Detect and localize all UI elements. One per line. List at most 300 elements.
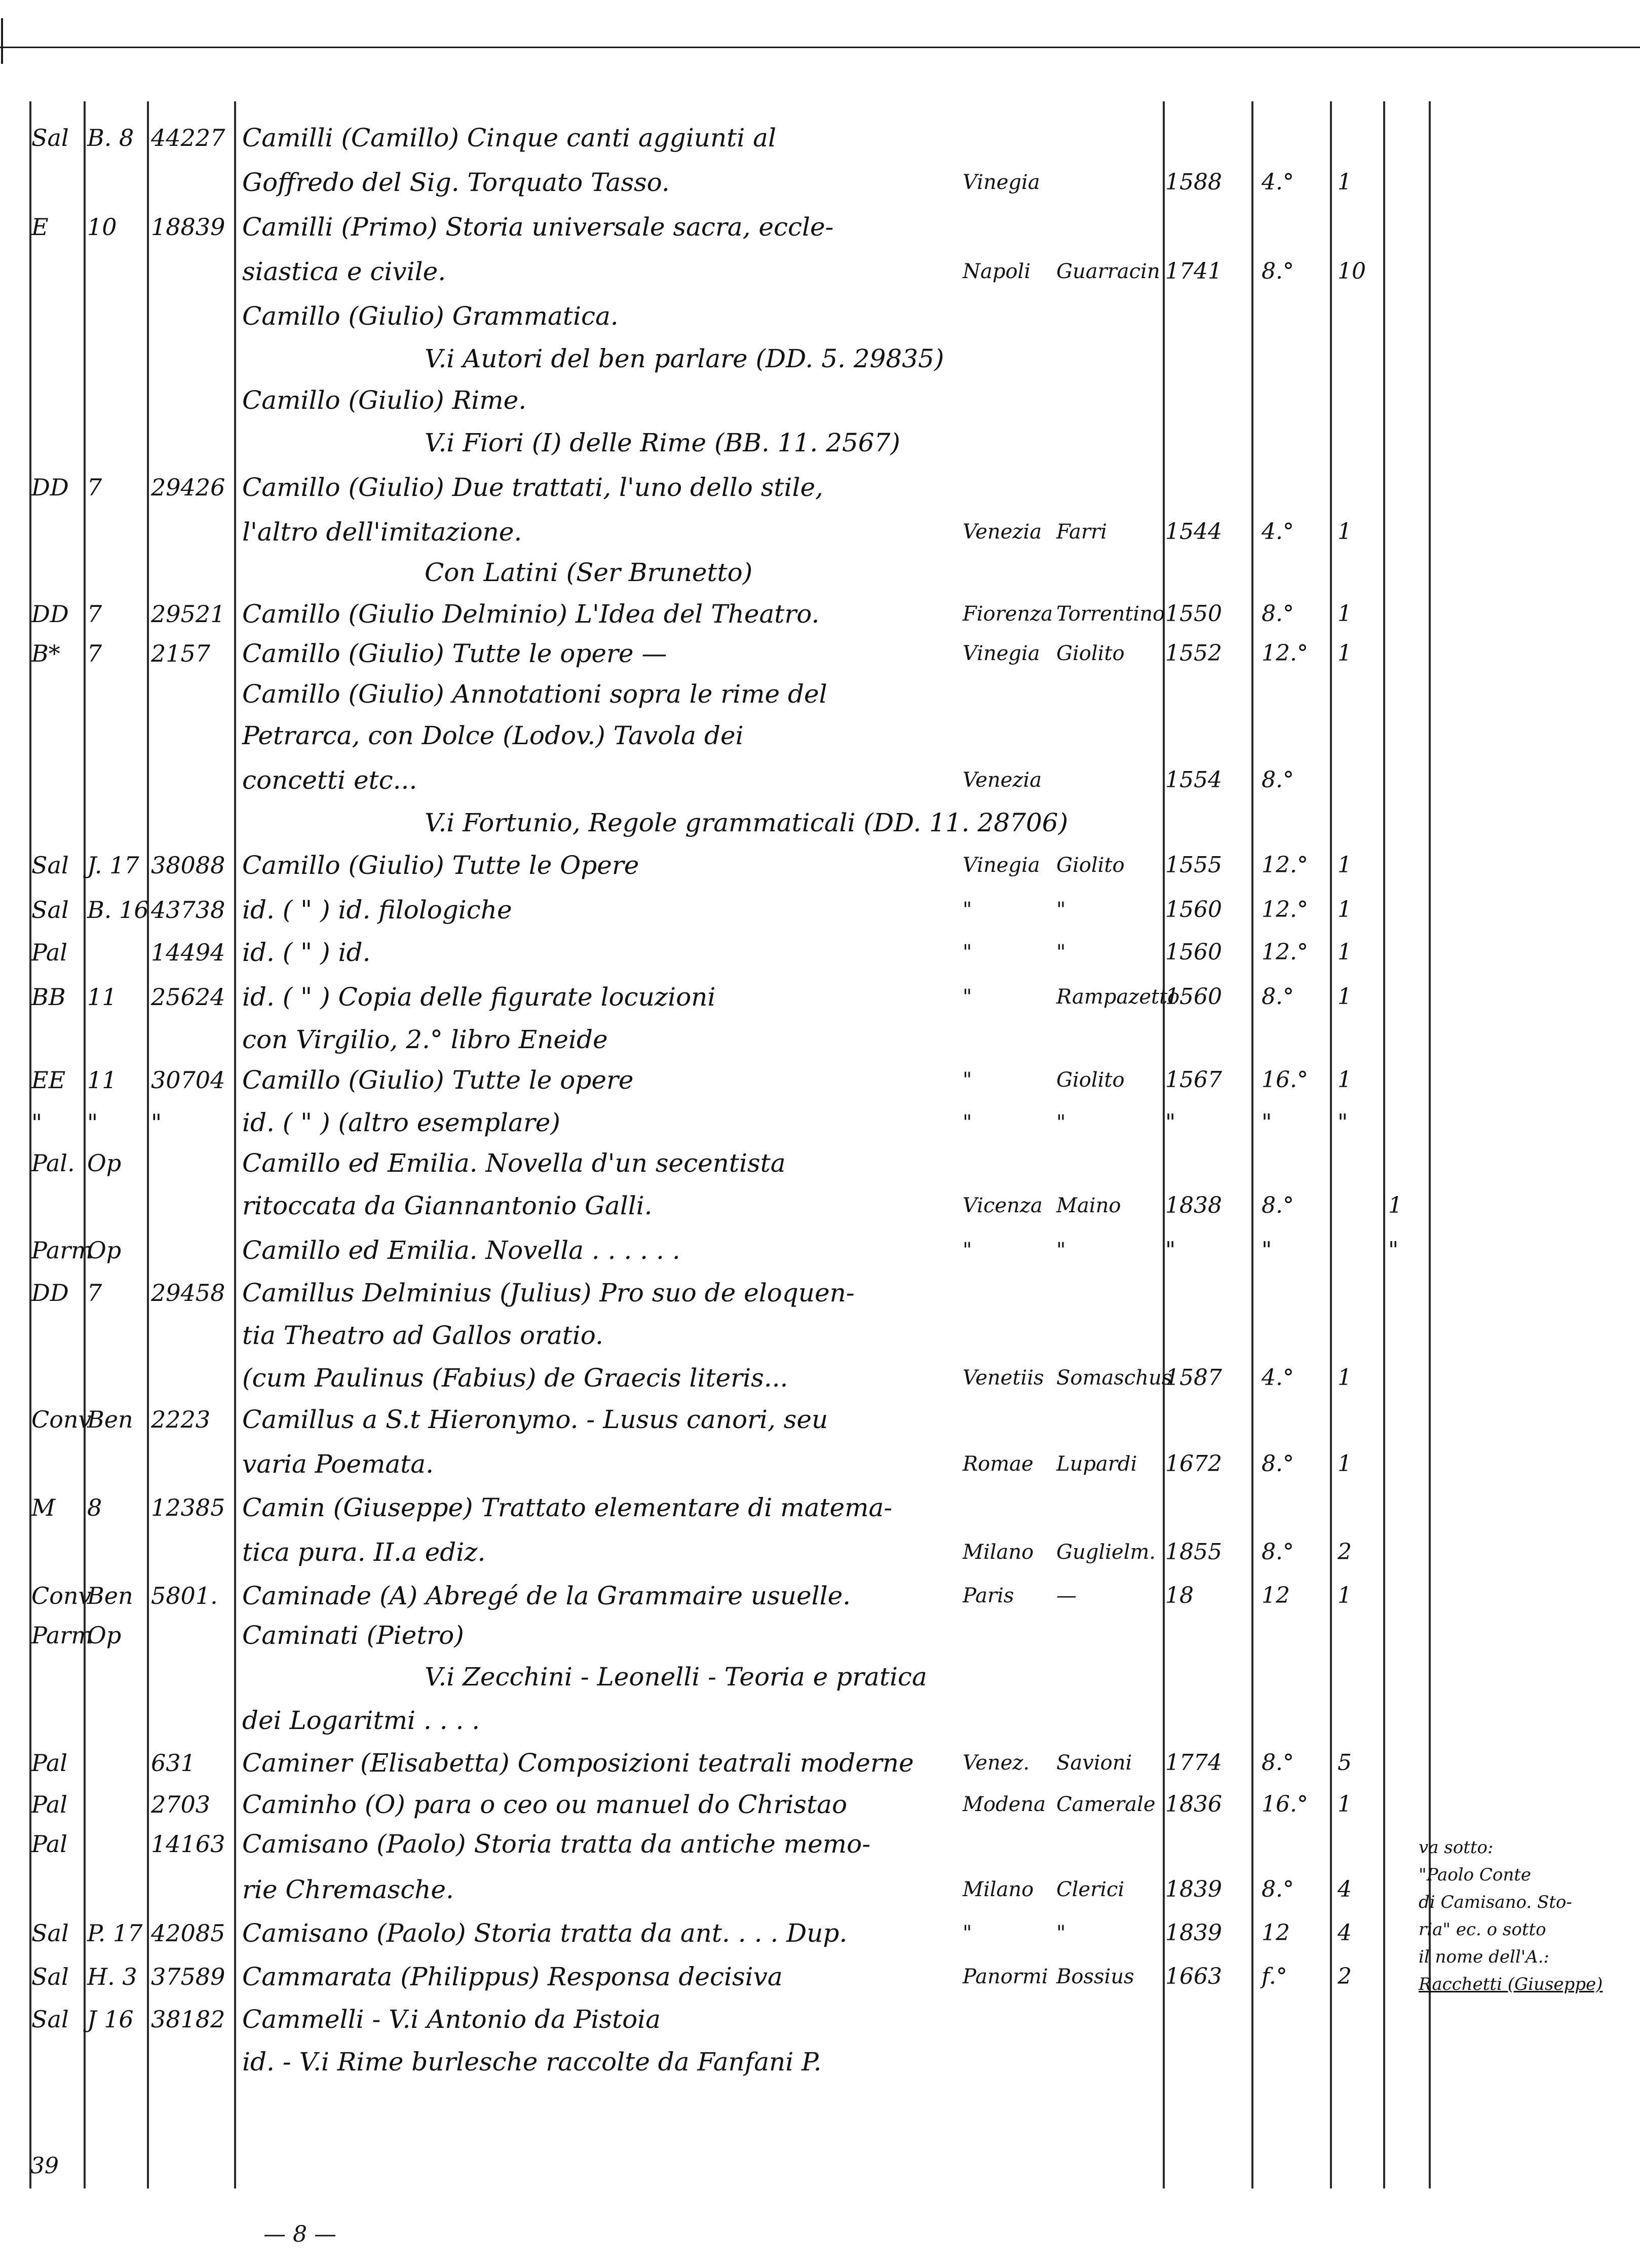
library-code [31,552,82,593]
volumes: 1 [1338,1365,1352,1391]
year [1165,552,1251,593]
year [1165,422,1251,463]
margin-note-line: "Paolo Conte [1419,1865,1532,1885]
place-of-publication [963,715,1056,756]
format [1262,1615,1332,1656]
year [1165,1824,1251,1864]
catalog-row [0,118,1640,158]
shelf-mark: 7 [87,1279,102,1306]
extra-count [1388,1575,1429,1616]
library-code: Pal [31,1791,68,1818]
shelf-mark [87,1657,148,1697]
catalog-entry: Petrarca, con Dolce (Lodov.) Tavola dei [242,721,744,750]
printer: — [1056,1584,1077,1607]
margin-note [1419,1834,1636,1998]
format [1262,2042,1332,2082]
format [1262,552,1332,593]
format: 8.° [1262,1451,1294,1477]
format: 8.° [1262,984,1294,1010]
volumes [1338,296,1378,336]
extra-count [1388,802,1429,843]
format [1262,1273,1332,1313]
catalog-row [0,1143,1640,1183]
shelf-mark: 7 [87,600,102,628]
shelf-mark: " [87,1109,98,1136]
catalog-entry: rie Chremasche. [242,1875,454,1904]
printer [1056,674,1158,714]
library-code [31,2042,82,2082]
volumes: 4 [1338,1876,1352,1902]
place-of-publication [963,1273,1056,1313]
catalog-entry: Camisano (Paolo) Storia tratta da ant. . . . Dup. [242,1918,848,1948]
volumes: 1 [1338,1451,1352,1477]
format [1262,422,1332,463]
year [1165,1143,1251,1183]
library-code [31,1657,82,1697]
inventory-number: 18839 [151,213,225,241]
catalog-entry: id. - V.i Rime burlesche raccolte da Fanfani P. [242,2047,822,2077]
extra-count [1388,162,1429,203]
volumes [1338,1143,1378,1183]
catalog-row [0,674,1640,714]
place-of-publication: Vicenza [963,1194,1043,1217]
volumes [1338,1700,1378,1741]
catalog-row [0,1700,1640,1741]
year [1165,1700,1251,1741]
catalog-entry: Caminati (Pietro) [242,1621,464,1650]
format: 8.° [1262,601,1294,627]
place-of-publication: Napoli [963,260,1031,283]
inventory-number: 42085 [151,1919,225,1947]
inventory-number [151,1230,227,1271]
inventory-number [151,380,227,420]
volumes: 1 [1338,601,1352,627]
library-code [31,1700,82,1741]
printer: Bossius [1056,1965,1134,1988]
inventory-number: 29521 [151,600,225,628]
catalog-row [0,1615,1640,1656]
folio-number: 39 [30,2153,59,2179]
catalog-row [0,845,1640,886]
printer: Torrentino [1056,602,1165,626]
shelf-mark [87,296,148,336]
volumes: 1 [1338,1791,1352,1817]
volumes: 1 [1338,169,1352,195]
printer [1056,1273,1158,1313]
volumes [1338,1019,1378,1060]
format [1262,1824,1332,1864]
library-code: " [31,1109,43,1136]
inventory-number [151,162,227,203]
inventory-number: 14163 [151,1830,225,1858]
format [1262,467,1332,508]
volumes: 1 [1338,1067,1352,1093]
inventory-number: 38088 [151,852,225,879]
shelf-mark [87,1824,148,1864]
catalog-row [0,594,1640,634]
volumes [1338,1399,1378,1440]
printer [1056,467,1158,508]
printer: " [1056,898,1066,921]
printer [1056,1700,1158,1741]
library-code [31,338,82,379]
printer [1056,380,1158,420]
shelf-mark [87,715,148,756]
year: 1588 [1165,169,1222,195]
inventory-number [151,1019,227,1060]
printer: Lupardi [1056,1452,1137,1476]
catalog-entry: Cammarata (Philippus) Responsa decisiva [242,1962,783,1991]
shelf-mark [87,512,148,552]
extra-count [1388,552,1429,593]
printer: Giolito [1056,1068,1125,1092]
catalog-entry: con Virgilio, 2.° libro Eneide [242,1025,608,1054]
volumes: 1 [1338,984,1352,1010]
year: 1836 [1165,1791,1222,1817]
extra-count [1388,118,1429,158]
catalog-row [0,552,1640,593]
extra-count [1388,1399,1429,1440]
place-of-publication: " [963,1068,972,1092]
catalog-entry: Camillo (Giulio) Rime. [242,386,527,415]
catalog-entry: V.i Fiori (I) delle Rime (BB. 11. 2567) [425,428,900,457]
catalog-entry: (cum Paulinus (Fabius) de Graecis literis... [242,1363,788,1393]
library-code [31,674,82,714]
printer [1056,1399,1158,1440]
year: 1741 [1165,258,1222,284]
year [1165,802,1251,843]
inventory-number: 12385 [151,1494,225,1521]
printer: Somaschus [1056,1366,1172,1390]
shelf-mark [87,1315,148,1356]
shelf-mark: 10 [87,213,117,241]
year: 1552 [1165,640,1222,666]
shelf-mark: Op [87,1149,122,1177]
extra-count [1388,715,1429,756]
format: 12.° [1262,939,1308,965]
catalog-row [0,422,1640,463]
year: " [1165,1109,1176,1135]
place-of-publication [963,2042,1056,2082]
inventory-number [151,296,227,336]
format: 8.° [1262,767,1294,793]
printer [1056,1315,1158,1356]
year: 1560 [1165,939,1222,965]
format: 12.° [1262,897,1308,922]
volumes: 1 [1338,640,1352,666]
extra-count [1388,674,1429,714]
year [1165,1399,1251,1440]
volumes [1338,467,1378,508]
library-code: DD [31,600,69,628]
catalog-row [0,932,1640,973]
shelf-mark [87,1869,148,1910]
inventory-number [151,2042,227,2082]
place-of-publication [963,1487,1056,1528]
library-code [31,802,82,843]
year [1165,118,1251,158]
inventory-number: 2223 [151,1406,211,1433]
shelf-mark: Op [87,1622,122,1649]
library-code: Conv [31,1582,92,1609]
format [1262,1700,1332,1741]
catalog-row [0,1358,1640,1398]
catalog-row [0,1657,1640,1697]
place-of-publication: Paris [963,1584,1014,1607]
year: 1560 [1165,897,1222,922]
format: 8.° [1262,1539,1294,1565]
library-code [31,1444,82,1484]
library-code [31,1532,82,1572]
catalog-row [0,1399,1640,1440]
place-of-publication: Vinegia [963,642,1040,665]
shelf-mark [87,1358,148,1398]
library-code: BB [31,983,66,1011]
extra-count [1388,207,1429,247]
printer: Camerale [1056,1793,1156,1816]
extra-count: 1 [1388,1193,1402,1218]
catalog-row [0,715,1640,756]
extra-count [1388,1999,1429,2040]
format [1262,802,1332,843]
inventory-number [151,1444,227,1484]
year [1165,1657,1251,1697]
library-code [31,1185,82,1226]
shelf-mark: Ben [87,1582,133,1609]
shelf-mark [87,674,148,714]
library-code: Sal [31,1963,69,1990]
place-of-publication: Venetiis [963,1366,1044,1390]
inventory-number: 38182 [151,2006,225,2033]
catalog-row [0,633,1640,674]
year: 1555 [1165,852,1222,878]
catalog-row [0,1913,1640,1953]
shelf-mark [87,1784,148,1825]
volumes [1338,1230,1378,1271]
extra-count [1388,760,1429,800]
library-code [31,1358,82,1398]
volumes [1338,1657,1378,1697]
library-code: Pal [31,1830,68,1858]
catalog-entry: Caminer (Elisabetta) Composizioni teatrali moderne [242,1748,914,1778]
extra-count [1388,1444,1429,1484]
printer [1056,552,1158,593]
library-code: Sal [31,896,69,924]
inventory-number [151,802,227,843]
extra-count [1388,251,1429,292]
shelf-mark [87,251,148,292]
catalog-entry: Camillus a S.t Hieronymo. - Lusus canori, seu [242,1405,828,1434]
catalog-row [0,2042,1640,2082]
place-of-publication: " [963,985,972,1009]
printer [1056,207,1158,247]
catalog-row [0,162,1640,203]
library-code [31,380,82,420]
catalog-row [0,251,1640,292]
catalog-row [0,1315,1640,1356]
shelf-mark [87,380,148,420]
extra-count [1388,1358,1429,1398]
place-of-publication: " [963,941,972,964]
volumes [1338,118,1378,158]
volumes [1338,1315,1378,1356]
shelf-mark: J 16 [87,2006,134,2033]
extra-count [1388,467,1429,508]
year [1165,1273,1251,1313]
catalog-entry: Camilli (Primo) Storia universale sacra, eccle- [242,212,834,242]
catalog-row [0,1999,1640,2040]
place-of-publication [963,118,1056,158]
year [1165,338,1251,379]
inventory-number: 43738 [151,896,225,924]
shelf-mark: Op [87,1237,122,1264]
year [1165,467,1251,508]
catalog-row [0,1273,1640,1313]
inventory-number [151,552,227,593]
format: 8.° [1262,1193,1294,1218]
inventory-number [151,760,227,800]
volumes [1338,380,1378,420]
library-code: M [31,1494,56,1521]
place-of-publication [963,802,1056,843]
inventory-number [151,1657,227,1697]
catalog-entry: Camillo (Giulio) Annotationi sopra le rime del [242,679,827,709]
place-of-publication [963,1143,1056,1183]
printer: Giolito [1056,642,1125,665]
extra-count [1388,296,1429,336]
catalog-entry: Camillo (Giulio) Due trattati, l'uno dello stile, [242,473,823,502]
catalog-entry: tica pura. II.a ediz. [242,1537,486,1567]
place-of-publication [963,1999,1056,2040]
place-of-publication [963,1399,1056,1440]
shelf-mark: H. 3 [87,1963,137,1990]
inventory-number [151,1700,227,1741]
year: 1554 [1165,767,1222,793]
shelf-mark: 8 [87,1494,102,1521]
catalog-row [0,890,1640,930]
shelf-mark: Ben [87,1406,133,1433]
catalog-row [0,512,1640,552]
place-of-publication: Milano [963,1541,1034,1564]
year: 1550 [1165,601,1222,627]
format: f.° [1262,1964,1287,1989]
catalog-row [0,1575,1640,1616]
catalog-entry: Camillo (Giulio) Tutte le opere [242,1065,634,1095]
library-code: Sal [31,1919,69,1947]
extra-count [1388,1657,1429,1697]
printer [1056,802,1158,843]
catalog-row [0,338,1640,379]
year [1165,1615,1251,1656]
extra-count [1388,633,1429,674]
inventory-number: 29458 [151,1279,225,1306]
extra-count [1388,1615,1429,1656]
margin-note-line: di Camisano. Sto- [1419,1892,1572,1912]
year: 1774 [1165,1750,1222,1776]
inventory-number [151,1615,227,1656]
year: 1838 [1165,1193,1222,1218]
shelf-mark: 7 [87,474,102,501]
printer [1056,1657,1158,1697]
catalog-entry: varia Poemata. [242,1449,434,1479]
library-code [31,1315,82,1356]
extra-count [1388,1019,1429,1060]
shelf-mark [87,552,148,593]
place-of-publication: Vinegia [963,171,1040,194]
format: 4.° [1262,169,1294,195]
printer [1056,715,1158,756]
shelf-mark [87,1019,148,1060]
margin-note-line: va sotto: [1419,1837,1494,1858]
format: 16.° [1262,1067,1308,1093]
shelf-mark [87,1700,148,1741]
catalog-entry: l'altro dell'imitazione. [242,517,522,547]
volumes [1338,338,1378,379]
format [1262,1143,1332,1183]
extra-count: " [1388,1237,1399,1263]
catalog-row [0,1869,1640,1910]
year: 1544 [1165,519,1222,545]
extra-count [1388,890,1429,930]
catalog-row [0,1784,1640,1825]
catalog-entry: Caminade (A) Abregé de la Grammaire usuelle. [242,1581,851,1610]
printer: Guglielm. [1056,1541,1156,1564]
year [1165,296,1251,336]
top-rule [0,47,1640,48]
format: 16.° [1262,1791,1308,1817]
year [1165,674,1251,714]
extra-count [1388,1743,1429,1783]
year [1165,1487,1251,1528]
format [1262,118,1332,158]
format: " [1262,1109,1272,1135]
shelf-mark [87,2042,148,2082]
library-code: Pal [31,939,68,966]
volumes: 10 [1338,258,1366,284]
year [1165,380,1251,420]
margin-note-line: ria" ec. o sotto [1419,1919,1546,1940]
catalog-entry: Goffredo del Sig. Torquato Tasso. [242,168,670,197]
volumes: 1 [1338,852,1352,878]
extra-count [1388,1273,1429,1313]
inventory-number [151,251,227,292]
shelf-mark: 11 [87,1066,117,1094]
year: 1567 [1165,1067,1222,1093]
year: 1839 [1165,1876,1222,1902]
extra-count [1388,338,1429,379]
place-of-publication: " [963,1921,972,1945]
shelf-mark: B. 16 [87,896,149,924]
shelf-mark: P. 17 [87,1919,143,1947]
place-of-publication [963,207,1056,247]
place-of-publication: Fiorenza [963,602,1053,626]
catalog-row [0,977,1640,1017]
catalog-row [0,1185,1640,1226]
extra-count [1388,1700,1429,1741]
catalog-row [0,1019,1640,1060]
volumes: 5 [1338,1750,1352,1776]
extra-count [1388,2042,1429,2082]
format: 12.° [1262,640,1308,666]
volumes: 2 [1338,1964,1352,1989]
volumes: 2 [1338,1539,1352,1565]
volumes [1338,1273,1378,1313]
volumes: 1 [1338,1583,1352,1608]
place-of-publication: Venezia [963,520,1042,544]
format [1262,296,1332,336]
year [1165,207,1251,247]
shelf-mark: B. 8 [87,124,134,151]
